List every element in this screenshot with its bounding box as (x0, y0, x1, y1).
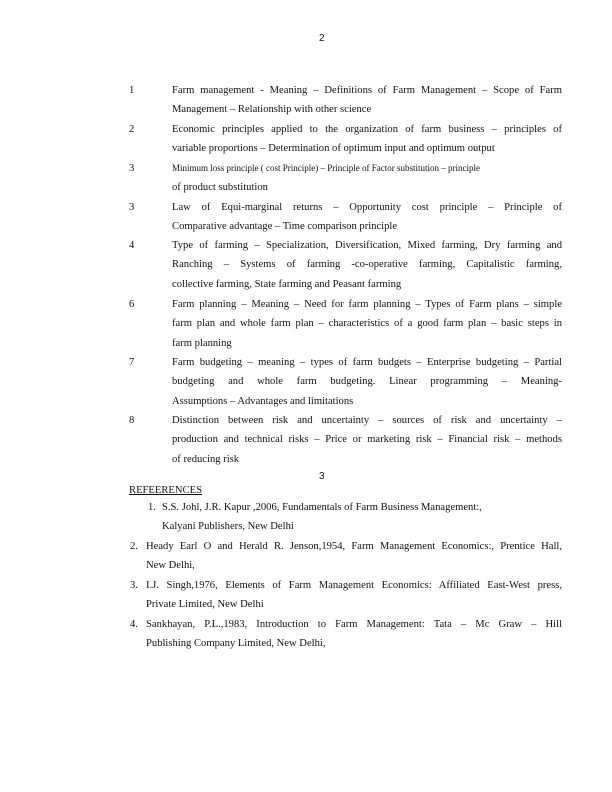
syllabus-item-line: farm planning (172, 337, 232, 349)
reference-line: Heady Earl O and Herald R. Jenson,1954, Farm Management Economics:, Prentice Hall, (146, 541, 562, 552)
reference-number: 2. (130, 541, 138, 552)
syllabus-item-line: variable proportions – Determination of optimum input and optimum output (172, 143, 495, 155)
syllabus-item-number: 2 (129, 124, 135, 135)
syllabus-item-line: of reducing risk (172, 453, 240, 465)
syllabus-item-number: 8 (129, 415, 135, 426)
reference-number: 1. (148, 502, 156, 513)
reference-line: Private Limited, New Delhi (146, 599, 264, 611)
references-heading: REFEERENCES (129, 485, 202, 496)
reference-number: 3. (130, 580, 138, 591)
syllabus-item-number: 7 (129, 357, 135, 368)
page-number: 3 (319, 471, 325, 482)
syllabus-item-line: Minimum loss principle ( cost Principle) – Principle of Factor substitution – principle (172, 163, 480, 173)
syllabus-item-number: 1 (129, 85, 135, 96)
reference-line: Kalyani Publishers, New Delhi (162, 521, 294, 533)
syllabus-item-line: Ranching – Systems of farming -co-operative farming, Capitalistic farming, (172, 259, 562, 271)
reference-number: 4. (130, 619, 138, 630)
syllabus-item-line: budgeting and whole farm budgeting. Linear programming – Meaning- (172, 376, 562, 388)
reference-line: New Delhi, (146, 560, 195, 572)
syllabus-item-line: Distinction between risk and uncertainty – sources of risk and uncertainty – (172, 415, 562, 426)
syllabus-item-line: Management – Relationship with other science (172, 104, 372, 116)
reference-line: Publishing Company Limited, New Delhi, (146, 638, 326, 650)
syllabus-item-number: 6 (129, 299, 135, 310)
syllabus-item-line: farm plan and whole farm plan – characteristics of a good farm plan – basic steps in (172, 318, 562, 330)
syllabus-item-line: Farm budgeting – meaning – types of farm budgets – Enterprise budgeting – Partial (172, 357, 562, 368)
reference-line: I.J. Singh,1976, Elements of Farm Management Economics: Affiliated East-West press, (146, 580, 562, 591)
syllabus-item-line: Comparative advantage – Time comparison principle (172, 221, 398, 233)
syllabus-item-line: Law of Equi-marginal returns – Opportunity cost principle – Principle of (172, 202, 562, 213)
syllabus-item-number: 4 (129, 240, 135, 251)
syllabus-item-number: 3 (129, 202, 135, 213)
syllabus-item-line: of product substitution (172, 182, 268, 194)
reference-line: Sankhayan, P.L.,1983, Introduction to Farm Management: Tata – Mc Graw – Hill (146, 619, 562, 630)
syllabus-item-line: collective farming, State farming and Peasant farming (172, 278, 402, 290)
syllabus-item-line: Farm planning – Meaning – Need for farm planning – Types of Farm plans – simple (172, 299, 562, 310)
reference-line: S.S. Johl, J.R. Kapur ,2006, Fundamentals of Farm Business Management:, (162, 502, 482, 513)
syllabus-item-line: Farm management - Meaning – Definitions of Farm Management – Scope of Farm (172, 85, 562, 96)
syllabus-item-line: Type of farming – Specialization, Diversification, Mixed farming, Dry farming and (172, 240, 562, 251)
syllabus-item-line: production and technical risks – Price or marketing risk – Financial risk – methods (172, 434, 562, 446)
syllabus-item-line: Economic principles applied to the organization of farm business – principles of (172, 124, 562, 135)
syllabus-item-line: Assumptions – Advantages and limitations (172, 395, 354, 407)
syllabus-item-number: 3 (129, 163, 135, 174)
page-number: 2 (319, 33, 325, 44)
